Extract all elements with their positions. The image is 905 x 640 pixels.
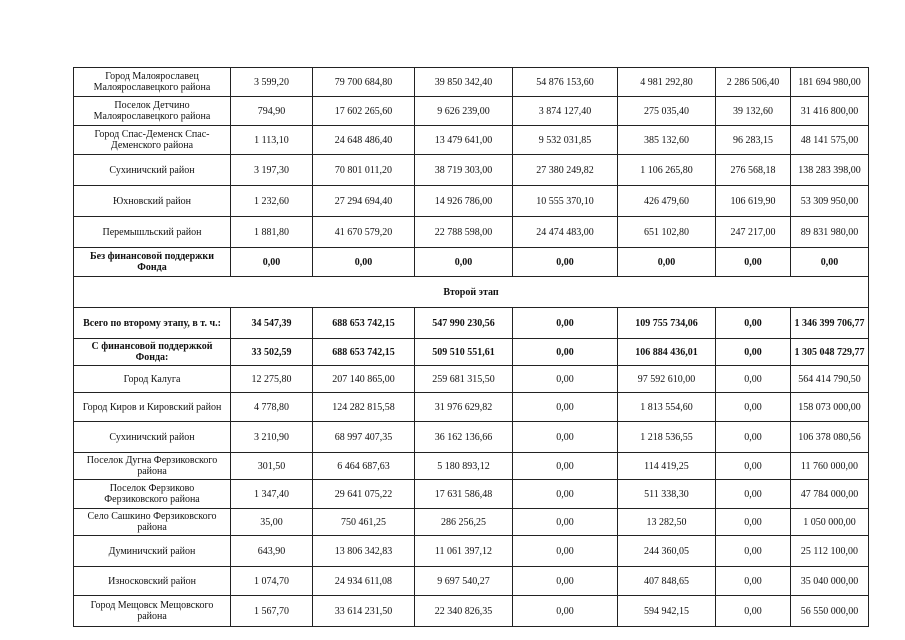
cell-area: 794,90: [231, 97, 313, 126]
cell-extra: 1 106 265,80: [618, 155, 716, 186]
cell-area: 3 197,30: [231, 155, 313, 186]
cell-region-budget: 36 162 136,66: [415, 422, 513, 453]
cell-other: 276 568,18: [716, 155, 791, 186]
row-name: Всего по второму этапу, в т. ч.:: [74, 308, 231, 339]
row-name: Юхновский район: [74, 186, 231, 217]
cell-extra: 244 360,05: [618, 536, 716, 567]
cell-local-budget: 24 474 483,00: [513, 217, 618, 248]
row-name: Без финансовой поддержки Фонда: [74, 248, 231, 277]
cell-region-budget: 39 850 342,40: [415, 68, 513, 97]
cell-region-budget: 509 510 551,61: [415, 339, 513, 366]
cell-other: 0,00: [716, 248, 791, 277]
cell-extra: 1 813 554,60: [618, 393, 716, 422]
cell-fund: 13 806 342,83: [313, 536, 415, 567]
funding-table: [73, 67, 869, 627]
table-row: [74, 155, 869, 186]
cell-total: 35 040 000,00: [791, 567, 869, 596]
cell-region-budget: 0,00: [415, 248, 513, 277]
row-name: Город Спас-Деменск Спас-Деменского района: [74, 126, 231, 155]
cell-local-budget: 0,00: [513, 509, 618, 536]
table-row: [74, 186, 869, 217]
cell-area: 34 547,39: [231, 308, 313, 339]
table-row: [74, 393, 869, 422]
row-name: Перемышльский район: [74, 217, 231, 248]
cell-total: 56 550 000,00: [791, 596, 869, 627]
cell-local-budget: 54 876 153,60: [513, 68, 618, 97]
cell-total: 25 112 100,00: [791, 536, 869, 567]
cell-other: 106 619,90: [716, 186, 791, 217]
cell-total: 31 416 800,00: [791, 97, 869, 126]
cell-local-budget: 0,00: [513, 366, 618, 393]
cell-region-budget: 547 990 230,56: [415, 308, 513, 339]
cell-area: 3 210,90: [231, 422, 313, 453]
cell-local-budget: 0,00: [513, 339, 618, 366]
cell-other: 0,00: [716, 596, 791, 627]
cell-fund: 24 934 611,08: [313, 567, 415, 596]
table-row: [74, 567, 869, 596]
cell-fund: 6 464 687,63: [313, 453, 415, 480]
row-name: Город Малоярославец Малоярославецкого района: [74, 68, 231, 97]
cell-area: 1 232,60: [231, 186, 313, 217]
cell-fund: 688 653 742,15: [313, 339, 415, 366]
cell-fund: 17 602 265,60: [313, 97, 415, 126]
cell-total: 53 309 950,00: [791, 186, 869, 217]
cell-other: 0,00: [716, 422, 791, 453]
table-row: [74, 308, 869, 339]
cell-extra: 109 755 734,06: [618, 308, 716, 339]
row-name: Город Мещовск Мещовского района: [74, 596, 231, 627]
cell-region-budget: 31 976 629,82: [415, 393, 513, 422]
cell-fund: 79 700 684,80: [313, 68, 415, 97]
row-name: Город Киров и Кировский район: [74, 393, 231, 422]
table-row: [74, 480, 869, 509]
cell-area: 35,00: [231, 509, 313, 536]
cell-fund: 0,00: [313, 248, 415, 277]
cell-local-budget: 27 380 249,82: [513, 155, 618, 186]
cell-extra: 106 884 436,01: [618, 339, 716, 366]
table-row: [74, 422, 869, 453]
row-name: Поселок Детчино Малоярославецкого района: [74, 97, 231, 126]
cell-fund: 27 294 694,40: [313, 186, 415, 217]
cell-fund: 750 461,25: [313, 509, 415, 536]
cell-area: 301,50: [231, 453, 313, 480]
cell-fund: 688 653 742,15: [313, 308, 415, 339]
cell-fund: 24 648 486,40: [313, 126, 415, 155]
cell-region-budget: 17 631 586,48: [415, 480, 513, 509]
row-name: Сухиничский район: [74, 422, 231, 453]
row-name: Город Калуга: [74, 366, 231, 393]
cell-fund: 41 670 579,20: [313, 217, 415, 248]
cell-other: 0,00: [716, 480, 791, 509]
cell-extra: 97 592 610,00: [618, 366, 716, 393]
cell-local-budget: 0,00: [513, 596, 618, 627]
table-row: [74, 509, 869, 536]
cell-other: 0,00: [716, 509, 791, 536]
cell-fund: 124 282 815,58: [313, 393, 415, 422]
cell-local-budget: 0,00: [513, 248, 618, 277]
cell-extra: 511 338,30: [618, 480, 716, 509]
cell-region-budget: 14 926 786,00: [415, 186, 513, 217]
table-row: [74, 217, 869, 248]
cell-extra: 4 981 292,80: [618, 68, 716, 97]
table-row: [74, 453, 869, 480]
cell-total: 138 283 398,00: [791, 155, 869, 186]
cell-other: 0,00: [716, 308, 791, 339]
cell-region-budget: 259 681 315,50: [415, 366, 513, 393]
cell-extra: 114 419,25: [618, 453, 716, 480]
cell-extra: 275 035,40: [618, 97, 716, 126]
cell-region-budget: 13 479 641,00: [415, 126, 513, 155]
cell-local-budget: 0,00: [513, 308, 618, 339]
cell-fund: 68 997 407,35: [313, 422, 415, 453]
cell-extra: 13 282,50: [618, 509, 716, 536]
cell-other: 0,00: [716, 339, 791, 366]
cell-total: 564 414 790,50: [791, 366, 869, 393]
cell-other: 0,00: [716, 366, 791, 393]
cell-area: 0,00: [231, 248, 313, 277]
cell-fund: 29 641 075,22: [313, 480, 415, 509]
row-name: Село Сашкино Ферзиковского района: [74, 509, 231, 536]
row-name: Поселок Ферзиково Ферзиковского района: [74, 480, 231, 509]
cell-other: 247 217,00: [716, 217, 791, 248]
cell-extra: 0,00: [618, 248, 716, 277]
row-name: Думиничский район: [74, 536, 231, 567]
cell-area: 1 567,70: [231, 596, 313, 627]
cell-region-budget: 9 697 540,27: [415, 567, 513, 596]
cell-local-budget: 0,00: [513, 536, 618, 567]
cell-area: 1 881,80: [231, 217, 313, 248]
cell-local-budget: 10 555 370,10: [513, 186, 618, 217]
table-row: [74, 248, 869, 277]
cell-total: 0,00: [791, 248, 869, 277]
cell-local-budget: 9 532 031,85: [513, 126, 618, 155]
row-name: С финансовой поддержкой Фонда:: [74, 339, 231, 366]
stage-row: [74, 277, 869, 308]
table-row: [74, 366, 869, 393]
cell-region-budget: 286 256,25: [415, 509, 513, 536]
cell-other: 0,00: [716, 393, 791, 422]
cell-extra: 426 479,60: [618, 186, 716, 217]
row-name: Сухиничский район: [74, 155, 231, 186]
cell-extra: 385 132,60: [618, 126, 716, 155]
cell-region-budget: 38 719 303,00: [415, 155, 513, 186]
cell-area: 12 275,80: [231, 366, 313, 393]
cell-local-budget: 0,00: [513, 422, 618, 453]
cell-local-budget: 0,00: [513, 393, 618, 422]
table-row: [74, 68, 869, 97]
cell-fund: 207 140 865,00: [313, 366, 415, 393]
row-name: Износковский район: [74, 567, 231, 596]
cell-area: 643,90: [231, 536, 313, 567]
cell-area: 1 113,10: [231, 126, 313, 155]
table-row: [74, 596, 869, 627]
cell-other: 0,00: [716, 536, 791, 567]
cell-total: 48 141 575,00: [791, 126, 869, 155]
cell-extra: 594 942,15: [618, 596, 716, 627]
cell-total: 1 050 000,00: [791, 509, 869, 536]
cell-total: 106 378 080,56: [791, 422, 869, 453]
cell-area: 1 347,40: [231, 480, 313, 509]
table-row: [74, 339, 869, 366]
cell-extra: 1 218 536,55: [618, 422, 716, 453]
cell-local-budget: 3 874 127,40: [513, 97, 618, 126]
row-name: Поселок Дугна Ферзиковского района: [74, 453, 231, 480]
cell-other: 39 132,60: [716, 97, 791, 126]
table-row: [74, 97, 869, 126]
cell-extra: 651 102,80: [618, 217, 716, 248]
cell-region-budget: 22 340 826,35: [415, 596, 513, 627]
cell-region-budget: 11 061 397,12: [415, 536, 513, 567]
cell-area: 4 778,80: [231, 393, 313, 422]
cell-other: 96 283,15: [716, 126, 791, 155]
cell-region-budget: 5 180 893,12: [415, 453, 513, 480]
cell-total: 1 305 048 729,77: [791, 339, 869, 366]
table-row: [74, 126, 869, 155]
cell-region-budget: 22 788 598,00: [415, 217, 513, 248]
cell-area: 33 502,59: [231, 339, 313, 366]
cell-total: 1 346 399 706,77: [791, 308, 869, 339]
table-row: [74, 536, 869, 567]
cell-local-budget: 0,00: [513, 480, 618, 509]
cell-fund: 33 614 231,50: [313, 596, 415, 627]
cell-area: 3 599,20: [231, 68, 313, 97]
cell-extra: 407 848,65: [618, 567, 716, 596]
cell-fund: 70 801 011,20: [313, 155, 415, 186]
cell-total: 11 760 000,00: [791, 453, 869, 480]
cell-total: 47 784 000,00: [791, 480, 869, 509]
cell-total: 89 831 980,00: [791, 217, 869, 248]
stage-title: Второй этап: [74, 277, 869, 308]
cell-local-budget: 0,00: [513, 453, 618, 480]
cell-total: 181 694 980,00: [791, 68, 869, 97]
cell-other: 0,00: [716, 567, 791, 596]
cell-other: 0,00: [716, 453, 791, 480]
cell-area: 1 074,70: [231, 567, 313, 596]
cell-other: 2 286 506,40: [716, 68, 791, 97]
cell-region-budget: 9 626 239,00: [415, 97, 513, 126]
cell-total: 158 073 000,00: [791, 393, 869, 422]
cell-local-budget: 0,00: [513, 567, 618, 596]
